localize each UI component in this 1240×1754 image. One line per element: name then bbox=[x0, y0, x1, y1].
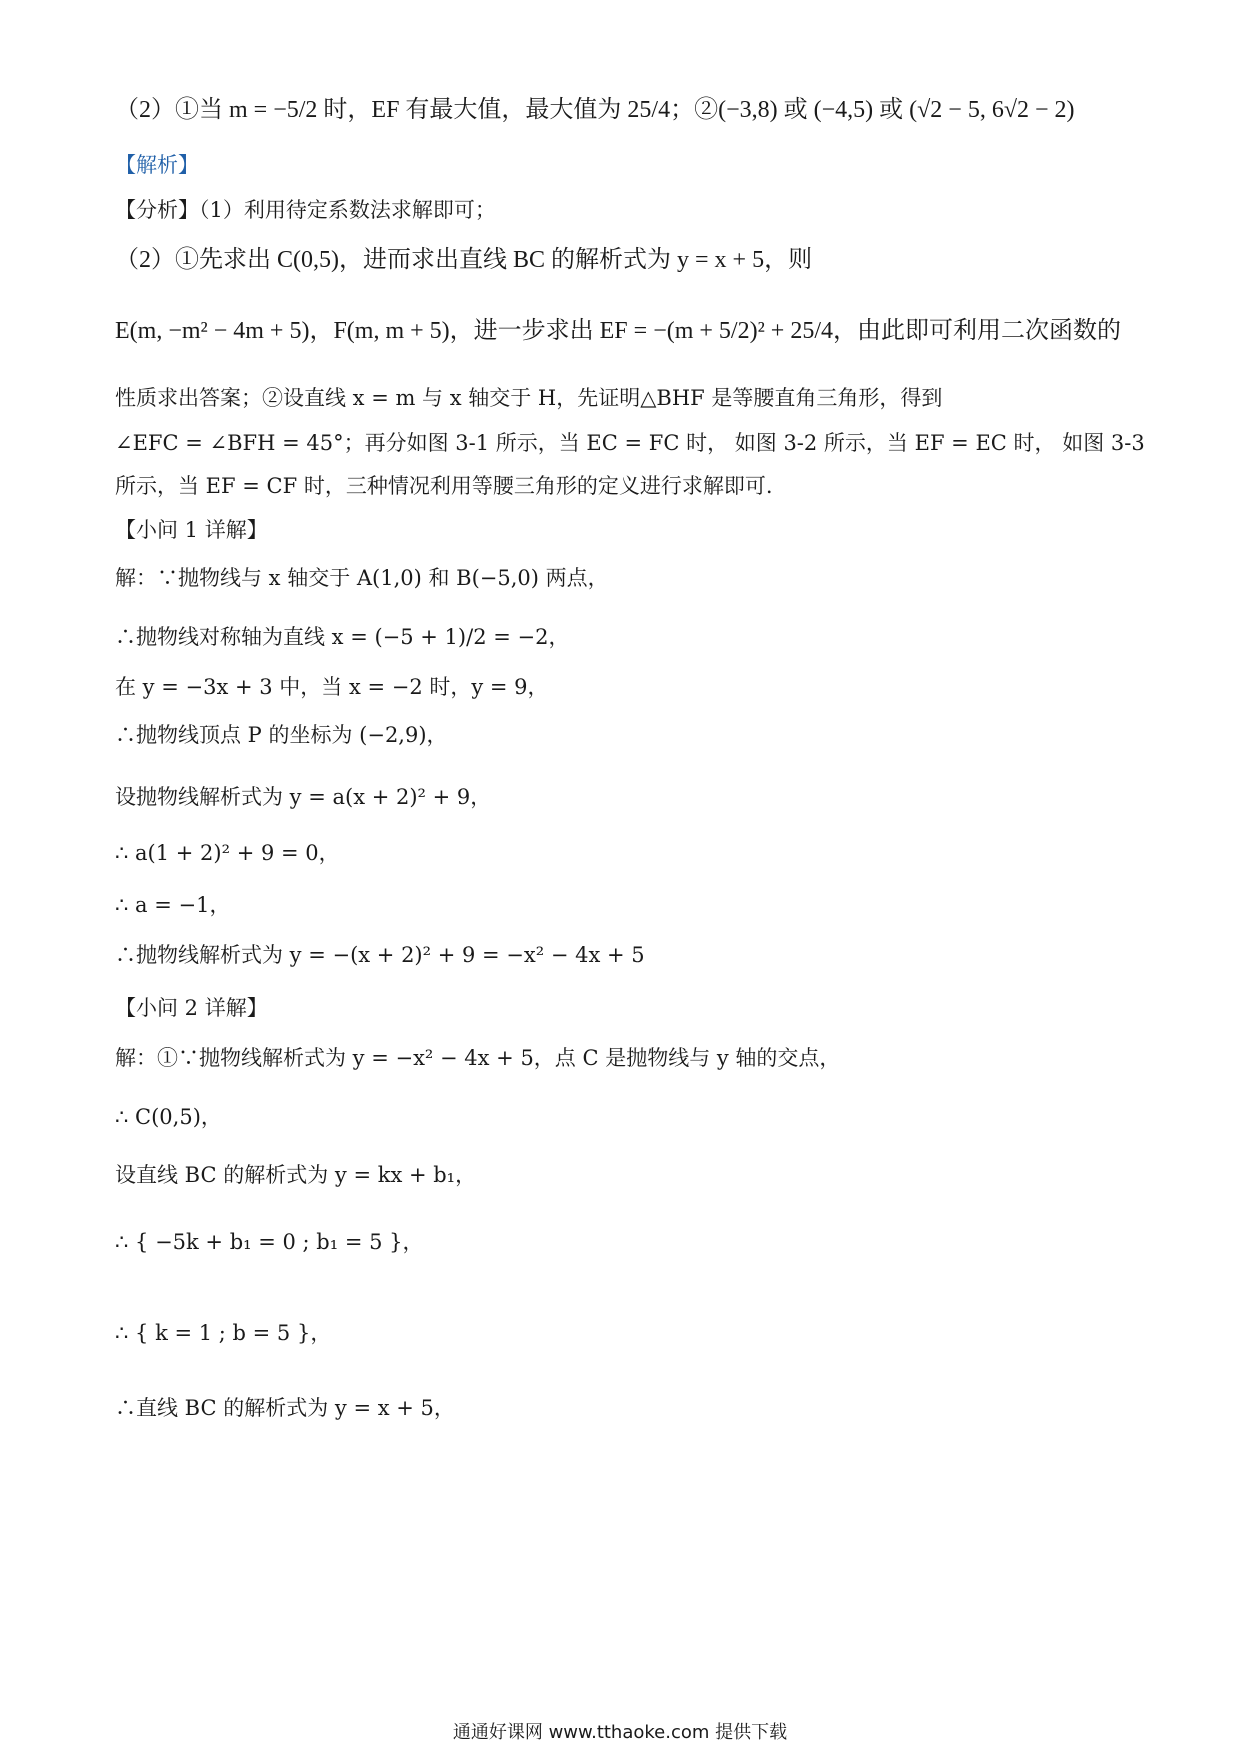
part2-line: ∴ C(0,5)， bbox=[115, 1105, 222, 1129]
part1-line: ∴ a = −1， bbox=[115, 893, 231, 917]
part1-line: ∴抛物线顶点 P 的坐标为 (−2,9)， bbox=[115, 723, 448, 747]
part1-line: 解：∵抛物线与 x 轴交于 A(1,0) 和 B(−5,0) 两点， bbox=[115, 566, 609, 590]
analysis-line: 性质求出答案；②设直线 x = m 与 x 轴交于 H，先证明△BHF 是等腰直角三角形，得到 bbox=[115, 386, 943, 410]
part2-line: 解：①∵抛物线解析式为 y = −x² − 4x + 5，点 C 是抛物线与 y 轴的交点， bbox=[115, 1046, 841, 1070]
analysis-line: ∠EFC = ∠BFH = 45°；再分如图 3-1 所示，当 EC = FC 时， 如图 3-2 所示，当 EF = EC 时， 如图 3-3 bbox=[115, 431, 1145, 455]
part2-line: ∴直线 BC 的解析式为 y = x + 5， bbox=[115, 1396, 455, 1420]
part1-line: 在 y = −3x + 3 中，当 x = −2 时，y = 9， bbox=[115, 675, 549, 699]
analysis-line: E(m, −m² − 4m + 5)，F(m, m + 5)，进一步求出 EF = −(m + 5/2)² + 25/4，由此即可利用二次函数的 bbox=[115, 318, 1121, 344]
part2-header: 【小问 2 详解】 bbox=[115, 996, 268, 1020]
analysis-line: 所示，当 EF = CF 时，三种情况利用等腰三角形的定义进行求解即可. bbox=[115, 474, 773, 498]
part1-line: ∴抛物线解析式为 y = −(x + 2)² + 9 = −x² − 4x + 5 bbox=[115, 943, 645, 967]
analysis-line: （2）①先求出 C(0,5)，进而求出直线 BC 的解析式为 y = x + 5，则 bbox=[115, 247, 813, 273]
part2-line: 设直线 BC 的解析式为 y = kx + b₁， bbox=[115, 1163, 477, 1187]
footer-watermark: 通通好课网 www.tthaoke.com 提供下载 bbox=[452, 1722, 788, 1743]
part2-line: ∴ { k = 1 ; b = 5 }， bbox=[115, 1321, 332, 1345]
part1-line: ∴ a(1 + 2)² + 9 = 0， bbox=[115, 841, 340, 865]
part1-line: 设抛物线解析式为 y = a(x + 2)² + 9， bbox=[115, 785, 492, 809]
analysis-line: 【分析】（1）利用待定系数法求解即可； bbox=[115, 198, 496, 222]
part1-line: ∴抛物线对称轴为直线 x = (−5 + 1)/2 = −2， bbox=[115, 625, 570, 649]
answer-part2: （2）①当 m = −5/2 时，EF 有最大值，最大值为 25/4；②(−3,8) 或 (−4,5) 或 (√2 − 5, 6√2 − 2) bbox=[115, 97, 1075, 123]
part1-header: 【小问 1 详解】 bbox=[115, 518, 268, 542]
jiexi-label: 【解析】 bbox=[115, 153, 199, 177]
part2-line: ∴ { −5k + b₁ = 0 ; b₁ = 5 }， bbox=[115, 1230, 424, 1254]
